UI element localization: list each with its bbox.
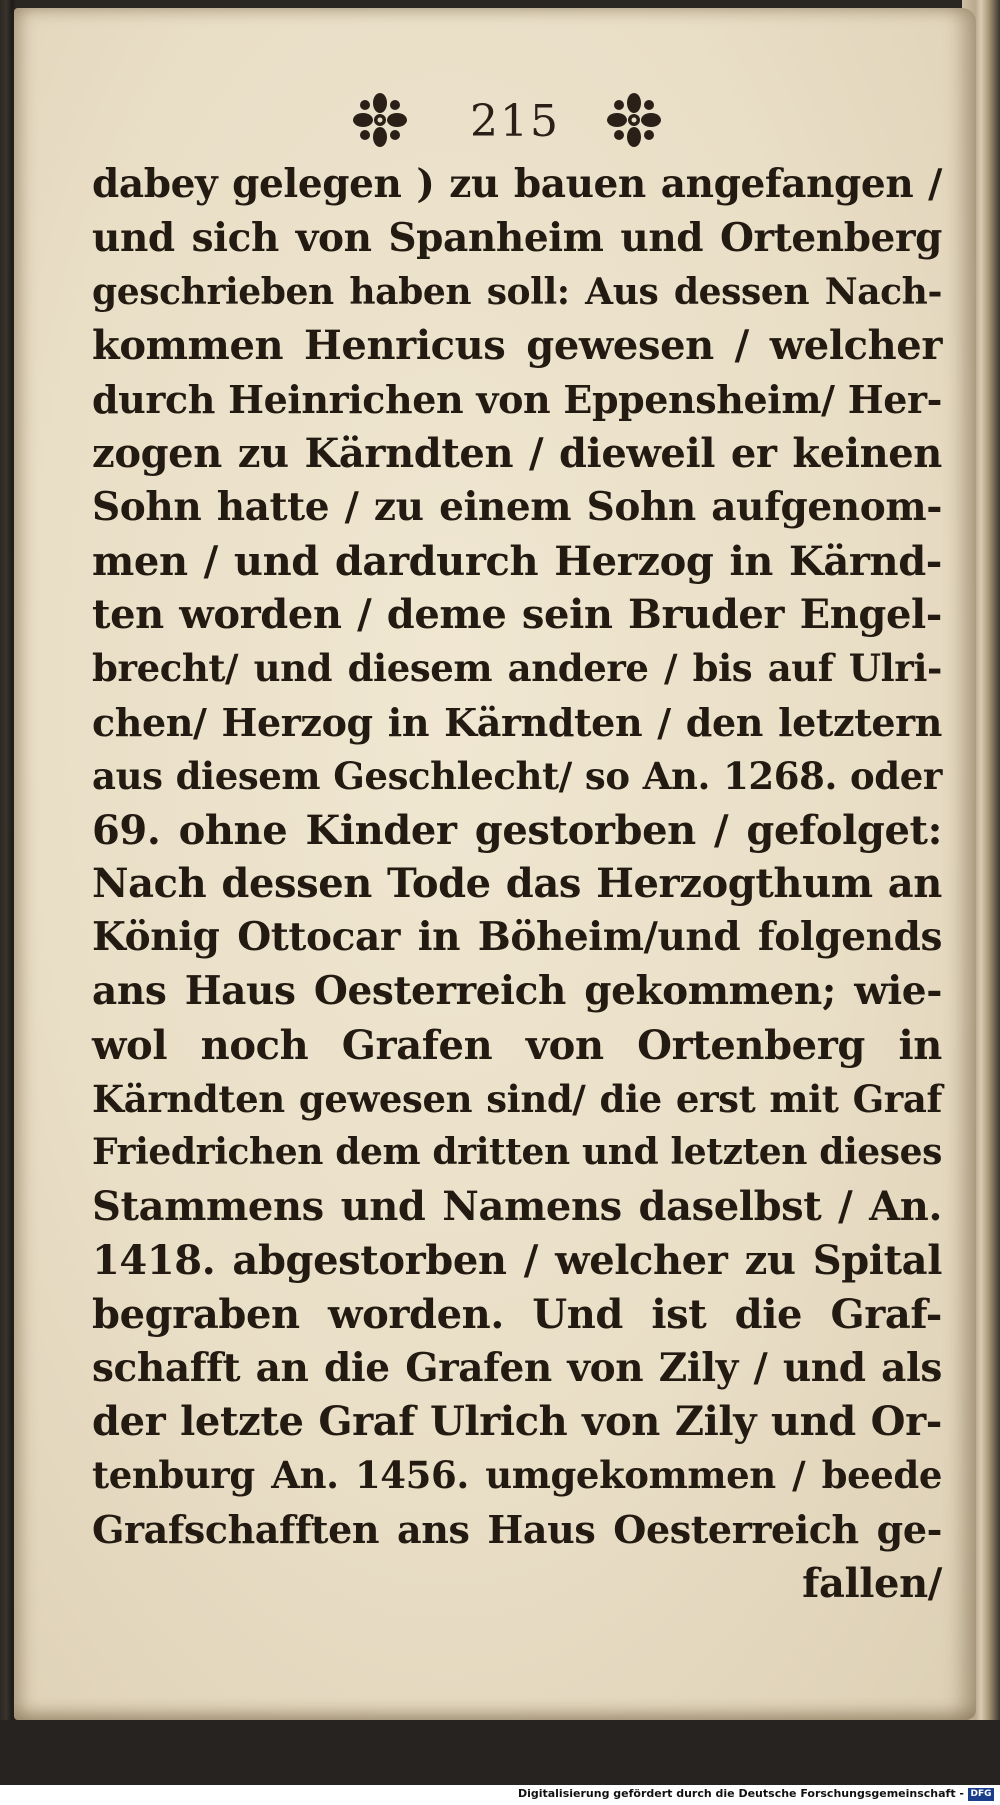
body-text <box>92 158 942 1611</box>
text-line: chen/ Herzog in Kärndten / den letztern <box>92 699 942 745</box>
text-line: Sohn hatte / zu einem Sohn aufgenom- <box>92 483 942 530</box>
text-line: geschrieben haben soll: Aus dessen Nach- <box>92 270 942 313</box>
text-line-last: fallen/ <box>802 1559 942 1607</box>
page-number: 215 <box>470 96 560 147</box>
text-line: dabey gelegen ) zu bauen angefangen / <box>92 161 942 207</box>
text-line: Grafschafften ans Haus Oesterreich ge- <box>92 1506 942 1552</box>
floral-ornament-icon <box>606 92 662 148</box>
dfg-logo: DFG <box>968 1788 994 1801</box>
text-line: brecht/ und diesem andere / bis auf Ulri- <box>92 646 942 691</box>
text-line: zogen zu Kärndten / dieweil er keinen <box>92 429 942 477</box>
text-line: und sich von Spanheim und Ortenberg <box>92 214 942 261</box>
text-line: 1418. abgestorben / welcher zu Spital <box>92 1236 942 1284</box>
text-line: ten worden / deme sein Bruder Engel- <box>92 591 942 639</box>
text-line: kommen Henricus gewesen / welcher <box>92 322 942 370</box>
digitization-footer <box>0 1785 1000 1805</box>
footer-credit: Digitalisierung gefördert durch die Deutsche Forschungsgemeinschaft - <box>517 1787 964 1800</box>
text-line: aus diesem Geschlecht/ so An. 1268. oder <box>92 753 942 798</box>
text-line: König Ottocar in Böheim/und folgends <box>92 914 942 961</box>
text-line: schafft an die Grafen von Zily / und als <box>92 1344 942 1391</box>
text-line: men / und dardurch Herzog in Kärnd- <box>92 537 942 585</box>
scan-bottom-strip <box>0 1720 1000 1785</box>
text-line: tenburg An. 1456. umgekommen / beede <box>92 1453 942 1498</box>
text-line: begraben worden. Und ist die Graf- <box>92 1290 942 1338</box>
text-line: wol noch Grafen von Ortenberg in <box>92 1021 942 1069</box>
text-line: ans Haus Oesterreich gekommen; wie- <box>92 967 942 1014</box>
floral-ornament-icon <box>352 92 408 148</box>
text-line: Nach dessen Tode das Herzogthum an <box>92 860 942 908</box>
text-line: der letzte Graf Ulrich von Zily und Or- <box>92 1398 942 1446</box>
text-line: Stammens und Namens daselbst / An. <box>92 1183 942 1231</box>
text-line: Kärndten gewesen sind/ die erst mit Graf <box>92 1076 942 1121</box>
text-line: Friedrichen dem dritten und letzten dieses <box>92 1131 942 1174</box>
text-line: 69. ohne Kinder gestorben / gefolget: <box>92 806 942 854</box>
page-header <box>0 92 1000 162</box>
text-line: durch Heinrichen von Eppensheim/ Her- <box>92 377 942 423</box>
